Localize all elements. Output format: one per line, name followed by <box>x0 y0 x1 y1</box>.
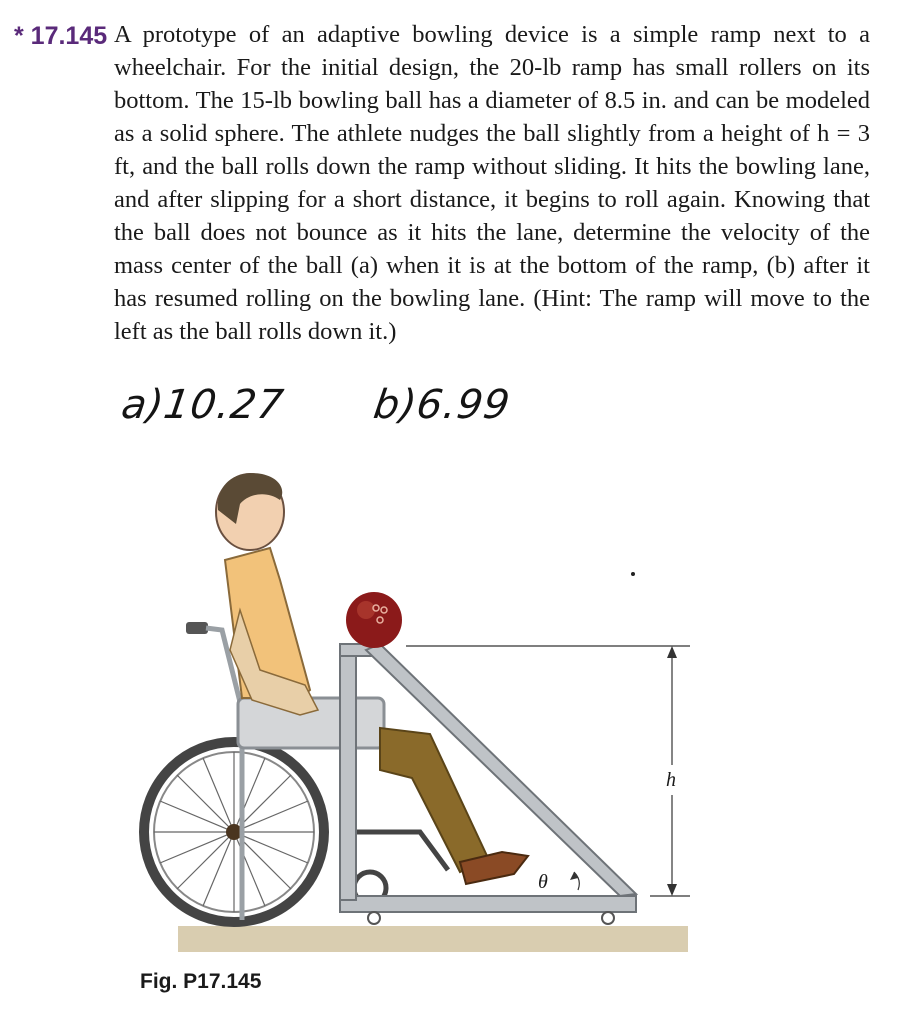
bowling-ball <box>346 592 402 648</box>
label-theta: θ <box>538 871 548 893</box>
ramp-roller-left <box>368 912 380 924</box>
wheelchair-handle <box>186 622 208 634</box>
figure-p17-145 <box>130 460 700 960</box>
ramp-roller-right <box>602 912 614 924</box>
athlete <box>216 473 528 884</box>
handwritten-answers <box>118 382 642 434</box>
dimension-h <box>406 646 690 896</box>
handwritten-answer-b: b)6.99 <box>370 382 514 428</box>
figure-illustration <box>130 460 700 960</box>
problem-number: * 17.145 <box>14 22 108 50</box>
ramp-post <box>340 650 356 900</box>
angle-theta <box>538 871 579 893</box>
label-h: h <box>666 769 676 791</box>
handwritten-answer-a: a)10.27 <box>118 382 287 428</box>
bowling-lane-floor <box>178 926 688 952</box>
figure-caption: Fig. P17.145 <box>140 970 262 993</box>
dot-mark <box>631 572 635 576</box>
problem-statement: A prototype of an adaptive bowling device is a simple ramp next to a wheelchair. For the initial design, the 20-lb ramp has small rollers on its bottom. The 15-lb bowling ball has a diameter of 8.5 in. and can be modeled as a solid sphere. The athlete nudges the ball slightly from a height of h = 3 ft, and the ball rolls down the ramp without sliding. It hits the bowling lane, and after slipping for a short distance, it begins to roll again. Knowing that the ball does not bounce as it hits the lane, determine the velocity of the mass center of the ball (a) when it is at the bottom of the ramp, (b) after it has resumed rolling on the bowling lane. (Hint: The ramp will move to the left as the ball rolls down it.) <box>114 21 870 345</box>
ramp-base <box>340 896 636 912</box>
